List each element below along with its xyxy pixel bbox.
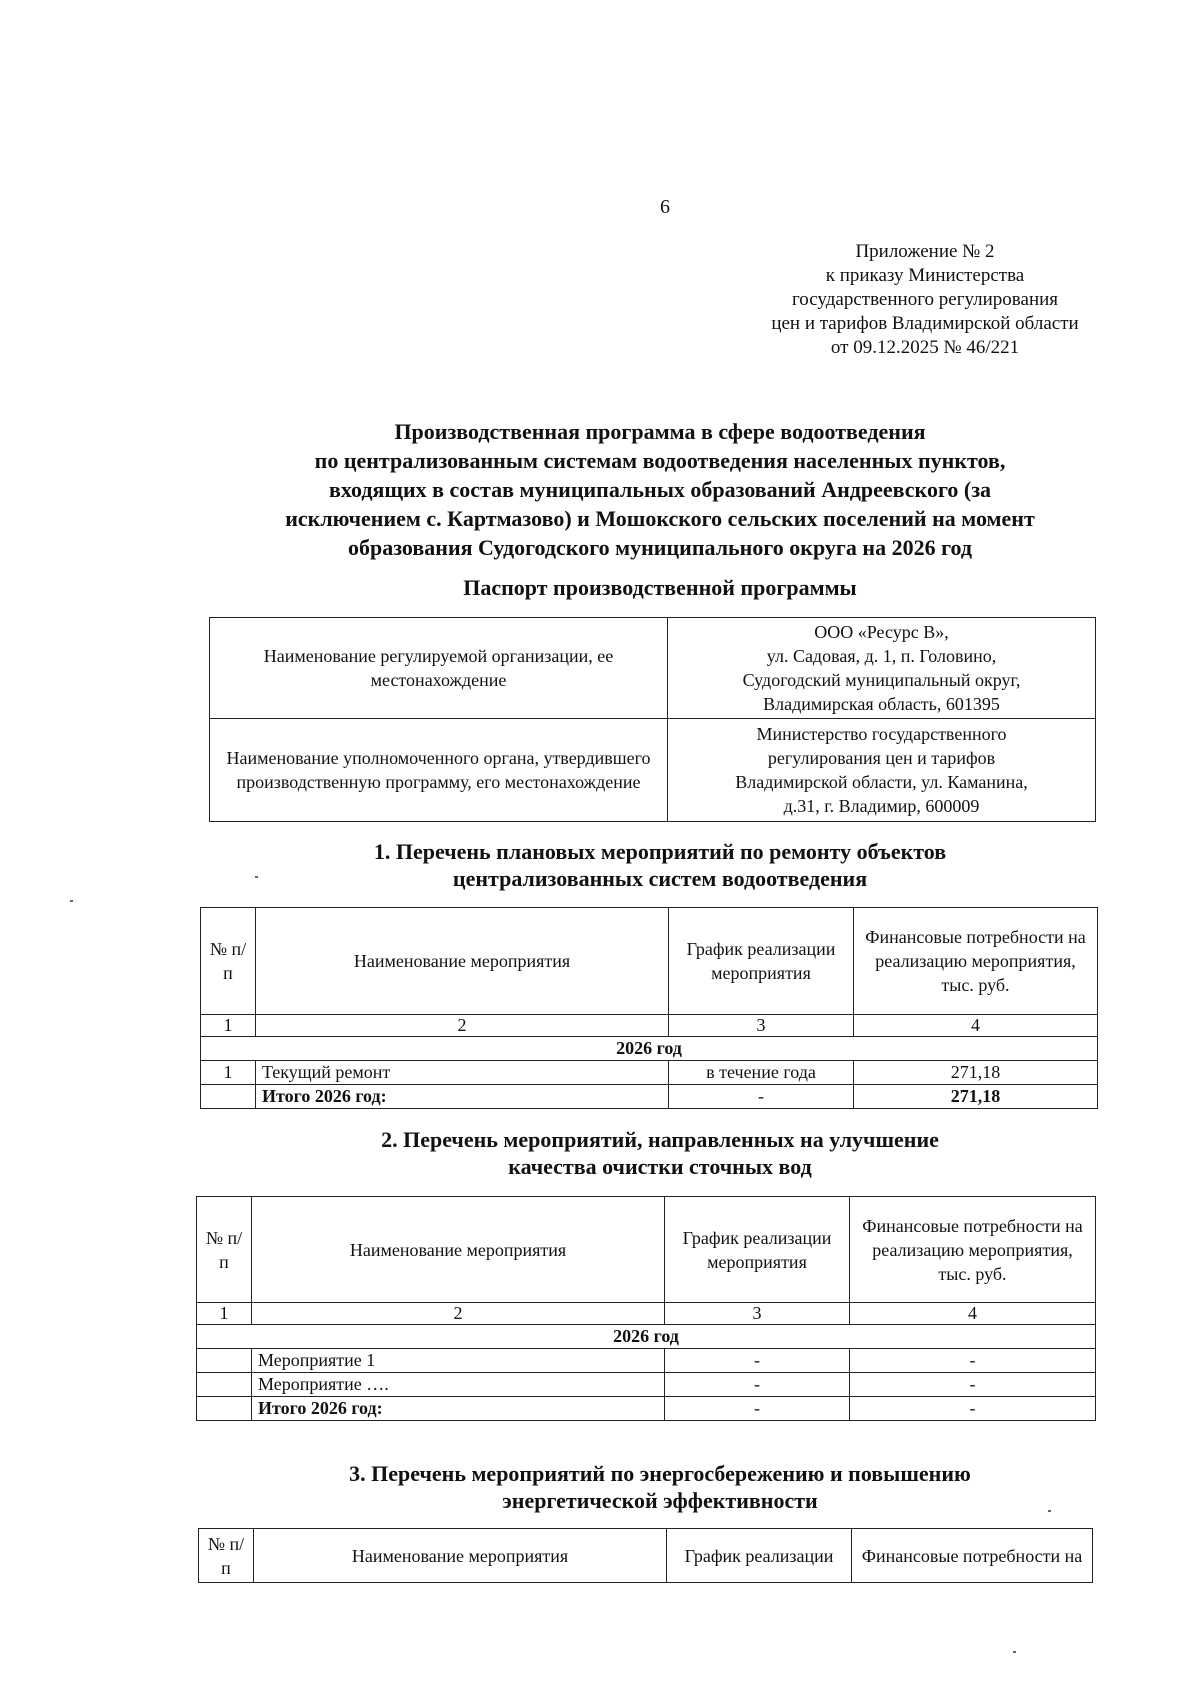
header-row: [197, 1197, 1096, 1303]
passport-label: Наименование регулируемой организации, ее местонахождение: [210, 618, 668, 719]
total-row: [197, 1397, 1096, 1421]
passport-label: Наименование уполномоченного органа, утвердившего производственную программу, его местонахождение: [210, 719, 668, 822]
total-label: Итого 2026 год:: [256, 1085, 669, 1109]
total-schedule: -: [669, 1085, 854, 1109]
section-3-title: [200, 1460, 1120, 1514]
value-line: ул. Садовая, д. 1, п. Головино,: [766, 646, 997, 666]
total-finance: -: [850, 1397, 1096, 1421]
year-label: 2026 год: [197, 1325, 1096, 1349]
header-schedule: График реализации мероприятия: [665, 1197, 850, 1303]
scan-speck: [1013, 1651, 1016, 1653]
header-name: Наименование мероприятия: [254, 1529, 667, 1583]
scan-speck: [255, 876, 258, 878]
row-num: [201, 1085, 256, 1109]
value-line: регулирования цен и тарифов: [767, 748, 996, 768]
table-row: [210, 719, 1096, 822]
row-num: [197, 1349, 252, 1373]
section-title-line: 2. Перечень мероприятий, направленных на улучшение: [381, 1127, 939, 1152]
appendix-line: цен и тарифов Владимирской области: [771, 313, 1079, 334]
header-num: № п/п: [199, 1529, 254, 1583]
section-2-title: [200, 1126, 1120, 1180]
section-2-table: [196, 1196, 1096, 1421]
total-label: Итого 2026 год:: [252, 1397, 665, 1421]
section-1-title: [200, 838, 1120, 892]
row-num: [197, 1397, 252, 1421]
passport-value: [668, 618, 1096, 719]
table-row: [201, 1061, 1098, 1085]
value-line: Владимирская область, 601395: [763, 694, 1000, 714]
passport-title: Паспорт производственной программы: [463, 575, 857, 600]
col-number: 3: [669, 1015, 854, 1037]
appendix-line: государственного регулирования: [791, 289, 1059, 310]
table-row: [197, 1373, 1096, 1397]
header-row: [201, 908, 1098, 1015]
header-schedule: График реализации мероприятия: [669, 908, 854, 1015]
section-1-table: [200, 907, 1098, 1109]
appendix-line: Приложение № 2: [855, 241, 995, 262]
year-label: 2026 год: [201, 1037, 1098, 1061]
value-line: ООО «Ресурс В»,: [814, 622, 949, 642]
value-line: Владимирской области, ул. Каманина,: [735, 772, 1028, 792]
row-name: Текущий ремонт: [256, 1061, 669, 1085]
page-number: 6: [660, 196, 670, 218]
row-finance: 271,18: [854, 1061, 1098, 1085]
row-finance: -: [850, 1373, 1096, 1397]
row-num: [197, 1373, 252, 1397]
title-line: по централизованным системам водоотведения населенных пунктов,: [314, 448, 1006, 473]
col-number: 3: [665, 1303, 850, 1325]
header-finance: Финансовые потребности на реализацию мероприятия, тыс. руб.: [850, 1197, 1096, 1303]
title-line: Производственная программа в сфере водоотведения: [394, 419, 926, 444]
section-title-line: централизованных систем водоотведения: [452, 866, 868, 891]
passport-table: [209, 617, 1096, 822]
header-finance: Финансовые потребности на реализацию мероприятия, тыс. руб.: [854, 908, 1098, 1015]
row-name: Мероприятие 1: [252, 1349, 665, 1373]
col-number: 4: [850, 1303, 1096, 1325]
col-number: 2: [252, 1303, 665, 1325]
scan-speck: [1048, 1510, 1051, 1512]
year-row: [201, 1037, 1098, 1061]
value-line: д.31, г. Владимир, 600009: [783, 796, 980, 816]
header-name: Наименование мероприятия: [256, 908, 669, 1015]
scan-speck: [70, 900, 73, 902]
col-number: 2: [256, 1015, 669, 1037]
year-row: [197, 1325, 1096, 1349]
header-finance: Финансовые потребности на: [852, 1529, 1093, 1583]
row-schedule: -: [665, 1373, 850, 1397]
section-title-line: 3. Перечень мероприятий по энергосбережению и повышению: [349, 1461, 971, 1486]
header-num: № п/п: [197, 1197, 252, 1303]
appendix-block: [720, 240, 1130, 360]
value-line: Судогодский муниципальный округ,: [742, 670, 1021, 690]
header-row: [199, 1529, 1093, 1583]
col-number: 1: [201, 1015, 256, 1037]
section-title-line: качества очистки сточных вод: [508, 1154, 812, 1179]
col-number: 1: [197, 1303, 252, 1325]
row-num: 1: [201, 1061, 256, 1085]
title-line: образования Судогодского муниципального округа на 2026 год: [347, 535, 973, 560]
header-name: Наименование мероприятия: [252, 1197, 665, 1303]
appendix-line: к приказу Министерства: [825, 265, 1025, 286]
row-name: Мероприятие ….: [252, 1373, 665, 1397]
passport-value: [668, 719, 1096, 822]
column-number-row: [201, 1015, 1098, 1037]
title-line: исключением с. Картмазово) и Мошокского сельских поселений на момент: [285, 506, 1035, 531]
total-finance: 271,18: [854, 1085, 1098, 1109]
row-schedule: -: [665, 1349, 850, 1373]
appendix-line: от 09.12.2025 № 46/221: [830, 337, 1020, 358]
table-row: [197, 1349, 1096, 1373]
total-row: [201, 1085, 1098, 1109]
header-schedule: График реализации: [667, 1529, 852, 1583]
column-number-row: [197, 1303, 1096, 1325]
section-3-table: [198, 1528, 1093, 1583]
row-finance: -: [850, 1349, 1096, 1373]
section-title-line: 1. Перечень плановых мероприятий по ремонту объектов: [373, 839, 947, 864]
table-row: [210, 618, 1096, 719]
document-title: [200, 417, 1120, 562]
title-line: входящих в состав муниципальных образований Андреевского (за: [328, 477, 992, 502]
row-schedule: в течение года: [669, 1061, 854, 1085]
section-title-line: энергетической эффективности: [502, 1488, 818, 1513]
col-number: 4: [854, 1015, 1098, 1037]
value-line: Министерство государственного: [756, 724, 1007, 744]
header-num: № п/п: [201, 908, 256, 1015]
total-schedule: -: [665, 1397, 850, 1421]
